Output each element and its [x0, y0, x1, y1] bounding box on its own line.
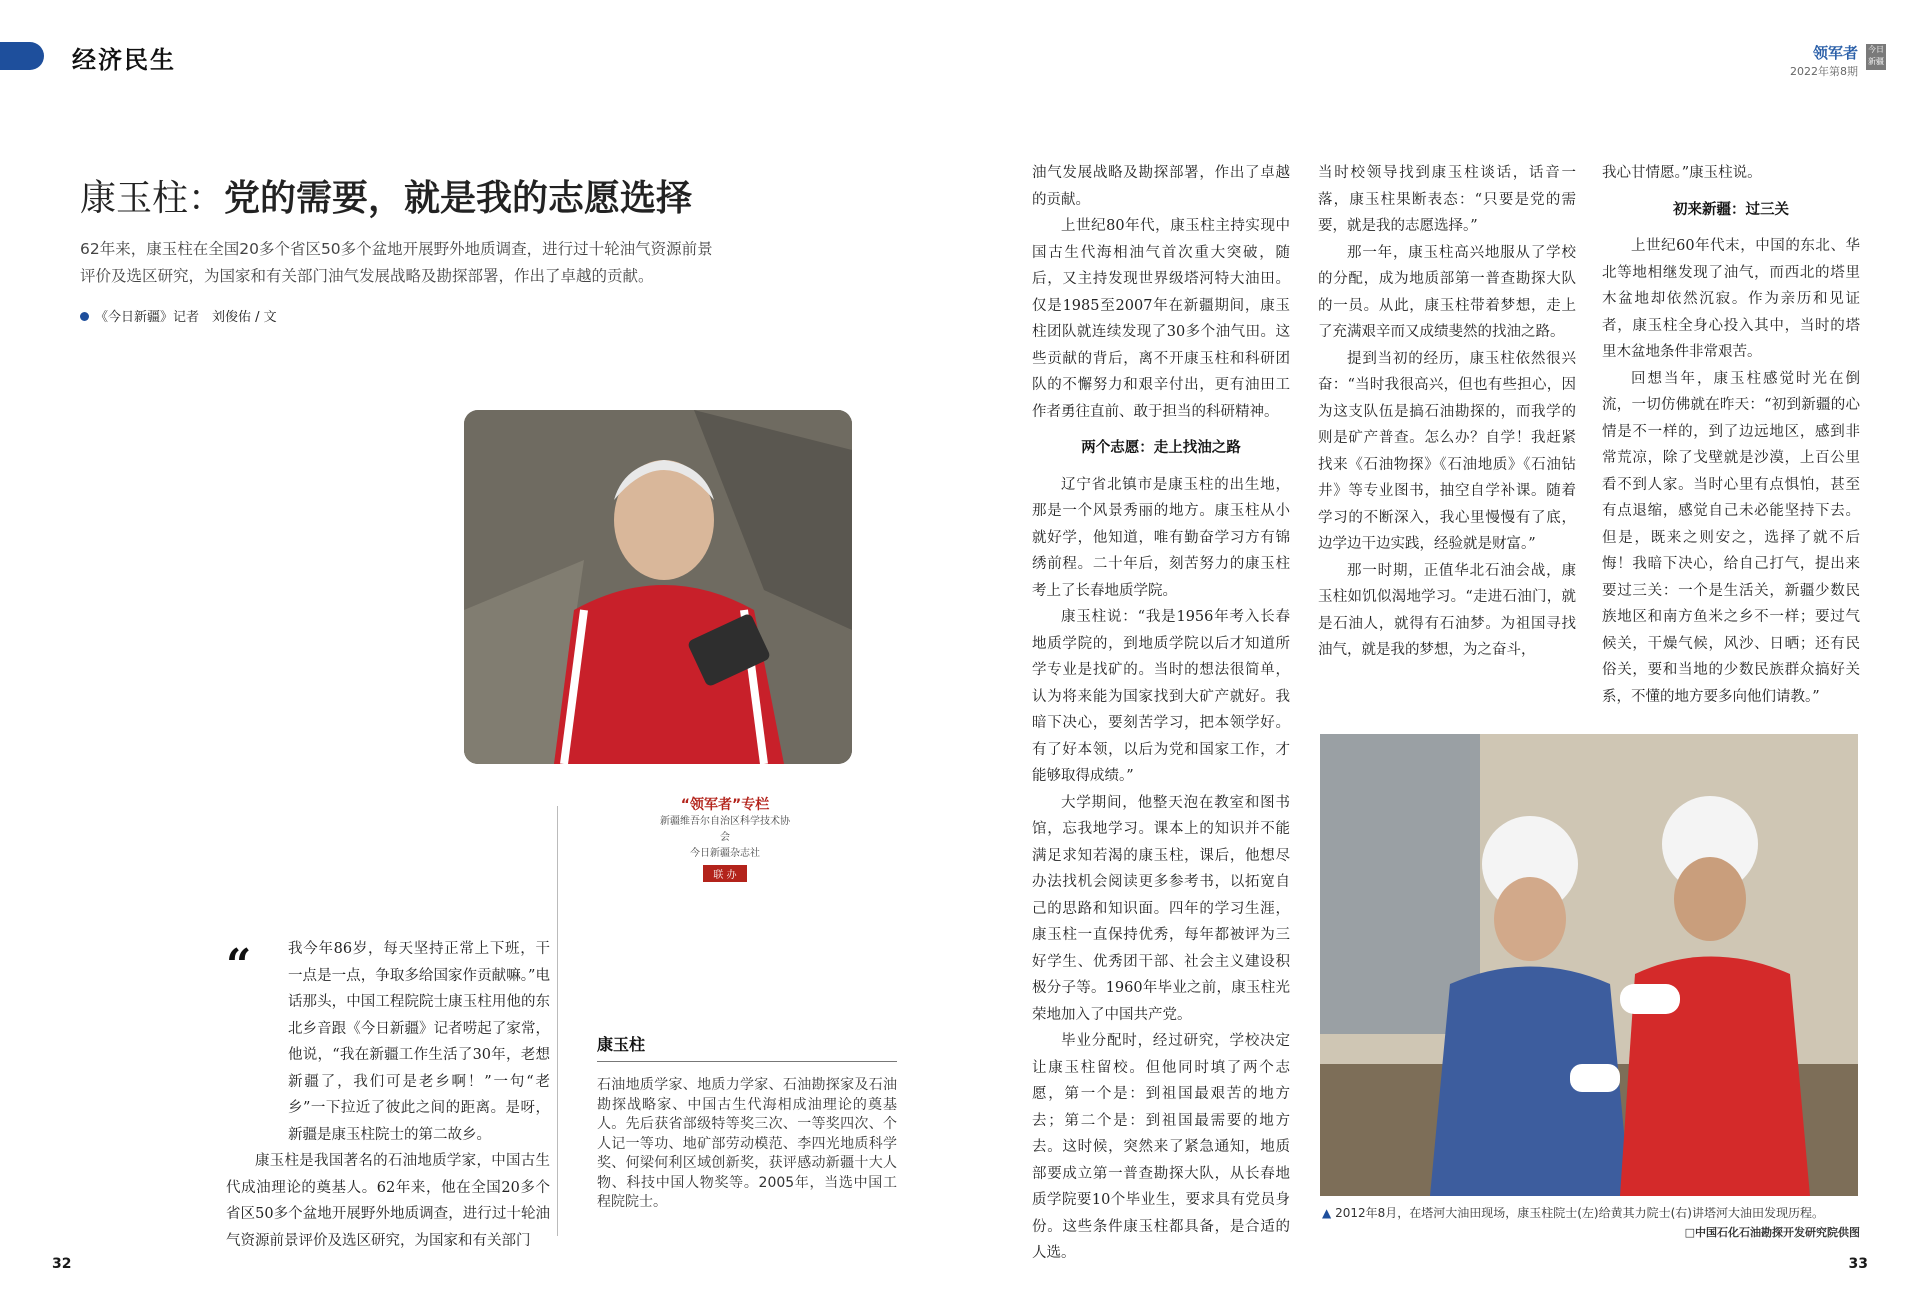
col2-paragraph-6: 毕业分配时，经过研究，学校决定让康玉柱留校。但他同时填了两个志愿，第一个是：到祖国最艰苦的地方去；第二个是：到祖国最需要的地方去。这时候，突然来了紧急通知，地质部要成立第一普查勘探大队，从长春地质学院要10个毕业生，要求具有党员身份。这些条件康玉柱都具备，是合适的人选。 — [1032, 1033, 1290, 1261]
col1-paragraph-2: 康玉柱是我国著名的石油地质学家，中国古生代成油理论的奠基人。62年来，他在全国20多个省区50多个盆地开展野外地质调查，进行过十轮油气资源前景评价及选区研究，为国家和有关部门 — [226, 1153, 550, 1249]
col2-paragraph-5: 大学期间，他整天泡在教室和图书馆，忘我地学习。课本上的知识并不能满足求知若渴的康玉柱，课后，他想尽办法找机会阅读更多参考书，以拓宽自己的思路和知识面。四年的学习生涯，康玉柱一直保持优秀，每年都被评为三好学生、优秀团干部、社会主义建设积极分子等。1960年毕业之前，康玉柱光荣地加入了中国共产党。 — [1032, 794, 1290, 1023]
headline-name: 康玉柱： — [80, 178, 225, 219]
col1-quote-paragraph: 我今年86岁，每天坚持正常上下班，干一点是一点，争取多给国家作贡献嘛。”电话那头，中国工程院院士康玉柱用他的东北乡音跟《今日新疆》记者唠起了家常，他说，“我在新疆工作生活了30年，老想新疆了，我们可是老乡啊！”一句“老乡”一下拉近了彼此之间的距离。是呀，新疆是康玉柱院士的第二故乡。 — [288, 941, 550, 1143]
masthead-logo-box: 今日新疆 — [1866, 44, 1886, 70]
portrait-photo — [464, 410, 852, 764]
col4-paragraph-1: 我心甘情愿。”康玉柱说。 — [1602, 165, 1762, 181]
caption-triangle-icon: ▲ — [1322, 1206, 1332, 1220]
col2-paragraph-4: 康玉柱说：“我是1956年考入长春地质学院的，到地质学院以后才知道所学专业是找矿的。当时的想法很简单，认为将来能为国家找到大矿产就好。我暗下决心，要刻苦学习，把本领学好。有了好本领，以后为党和国家工作，才能够取得成绩。” — [1032, 609, 1290, 784]
column-2 — [1032, 160, 1290, 1267]
col2-paragraph-2: 上世纪80年代，康玉柱主持实现中国古生代海相油气首次重大突破，随后，又主持发现世界级塔河特大油田。仅是1985至2007年在新疆期间，康玉柱团队就连续发现了30多个油气田。这些贡献的背后，离不开康玉柱和科研团队的不懈努力和艰辛付出，更有油田工作者勇往直前、敢于担当的科研精神。 — [1032, 218, 1290, 420]
column-3 — [1318, 160, 1576, 664]
masthead-title: 领军者 — [1812, 44, 1858, 62]
col2-paragraph-3: 辽宁省北镇市是康玉柱的出生地，那是一个风景秀丽的地方。康玉柱从小就好学，他知道，唯有勤奋学习方有锦绣前程。二十年后，刻苦努力的康玉柱考上了长春地质学院。 — [1032, 476, 1290, 599]
col2-paragraph-1: 油气发展战略及勘探部署，作出了卓越的贡献。 — [1032, 165, 1290, 208]
oilfield-illustration — [1320, 734, 1858, 1196]
byline-dot-icon — [80, 312, 89, 321]
col3-paragraph-4: 那一时期，正值华北石油会战，康玉柱如饥似渴地学习。“走进石油门，就是石油人，就得有石油梦。为祖国寻找油气，就是我的梦想，为之奋斗， — [1318, 562, 1576, 658]
col3-paragraph-2: 那一年，康玉柱高兴地服从了学校的分配，成为地质部第一普查勘探大队的一员。从此，康玉柱带着梦想，走上了充满艰辛而又成绩斐然的找油之路。 — [1318, 244, 1576, 340]
badge-org1: 新疆维吾尔自治区科学技术协会 — [660, 816, 790, 843]
portrait-illustration — [464, 410, 852, 764]
column-4 — [1602, 160, 1860, 710]
badge-org2: 今日新疆杂志社 — [690, 848, 760, 859]
quote-mark-icon: “ — [226, 940, 252, 991]
bio-text: 石油地质学家、地质力学家、石油勘探家及石油勘探战略家、中国古生代海相成油理论的奠基人。先后获省部级特等奖三次、一等奖四次、个人记一等功、地矿部劳动模范、李四光地质科学奖、何梁何利区域创新奖，获评感动新疆十大人物、科技中国人物奖等。2005年，当选中国工程院院士。 — [597, 1077, 897, 1210]
section-title: 经济民生 — [72, 45, 176, 74]
article-lede: 62年来，康玉柱在全国20多个省区50多个盆地开展野外地质调查，进行过十轮油气资源前景评价及选区研究，为国家和有关部门油气发展战略及勘探部署，作出了卓越的贡献。 — [80, 240, 713, 285]
page-number-right: 33 — [1848, 1256, 1868, 1272]
badge-tag: 联 办 — [703, 865, 746, 882]
column-divider — [557, 806, 558, 1236]
column-1 — [226, 936, 550, 1254]
badge-title: “领军者”专栏 — [680, 797, 770, 813]
column-badge — [660, 794, 790, 882]
byline — [80, 306, 277, 325]
col2-subhead: 两个志愿：走上找油之路 — [1081, 440, 1241, 456]
issue-label: 2022年第8期 — [1790, 65, 1858, 78]
masthead — [1790, 42, 1858, 79]
section-marker — [0, 42, 44, 70]
headline-rest: 党的需要，就是我的志愿选择 — [224, 178, 693, 219]
col3-paragraph-1: 当时校领导找到康玉柱谈话，话音一落，康玉柱果断表态：“只要是党的需要，就是我的志愿选择。” — [1318, 165, 1576, 234]
col4-paragraph-3: 回想当年，康玉柱感觉时光在倒流，一切仿佛就在昨天：“初到新疆的心情是不一样的，到了边远地区，感到非常荒凉，除了戈壁就是沙漠，上百公里看不到人家。当时心里有点惧怕，甚至有点退缩，感觉自己未必能坚持下去。但是，既来之则安之，选择了就不后悔！我暗下决心，给自己打气，提出来要过三关：一个是生活关，新疆少数民族地区和南方鱼米之乡不一样；要过气候关，干燥气候，风沙、日晒；还有民俗关，要和当地的少数民族群众搞好关系，不懂的地方要多向他们请教。” — [1602, 370, 1860, 705]
col4-paragraph-2: 上世纪60年代末，中国的东北、华北等地相继发现了油气，而西北的塔里木盆地却依然沉寂。作为亲历和见证者，康玉柱全身心投入其中，当时的塔里木盆地条件非常艰苦。 — [1602, 238, 1860, 360]
bio-title: 康玉柱 — [597, 1032, 897, 1062]
page-number-left: 32 — [52, 1256, 72, 1272]
col4-subhead: 初来新疆：过三关 — [1673, 201, 1789, 218]
oilfield-photo — [1320, 734, 1858, 1196]
photo-caption — [1322, 1204, 1862, 1221]
col3-paragraph-3: 提到当初的经历，康玉柱依然很兴奋：“当时我很高兴，但也有些担心，因为这支队伍是搞石油勘探的，而我学的则是矿产普查。怎么办？自学！我赶紧找来《石油物探》《石油地质》《石油钻井》等专业图书，抽空自学补课。随着学习的不断深入，我心里慢慢有了底，边学边干边实践，经验就是财富。” — [1318, 350, 1576, 552]
caption-text: 2012年8月，在塔河大油田现场，康玉柱院士(左)给黄其力院士(右)讲塔河大油田发现历程。 — [1335, 1206, 1824, 1220]
article-headline — [80, 170, 692, 221]
byline-text: 《今日新疆》记者 刘俊佑 / 文 — [95, 310, 277, 325]
photo-credit: □中国石化石油勘探开发研究院供图 — [1684, 1226, 1860, 1239]
